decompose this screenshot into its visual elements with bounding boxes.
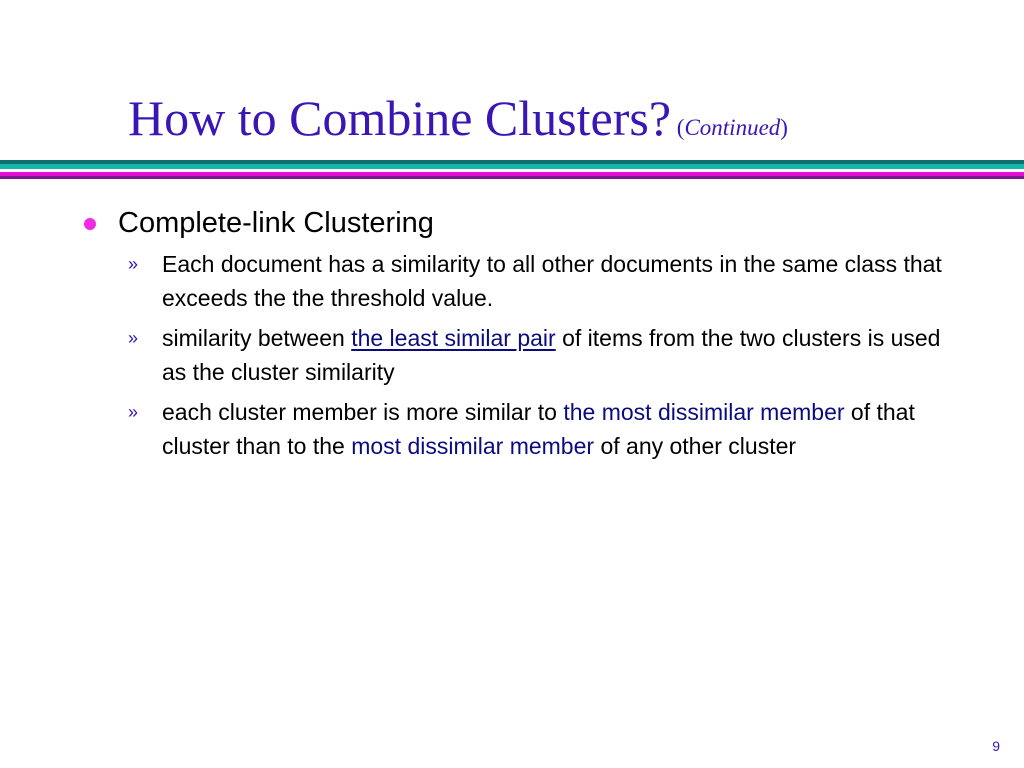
bullet-text: Complete-link Clustering: [118, 207, 434, 239]
slide-title: [128, 88, 788, 158]
title-suffix-open: (: [671, 115, 685, 140]
title-suffix-close: ): [780, 115, 788, 140]
bullet-dot-icon: [84, 218, 96, 230]
sub-item: [128, 395, 960, 463]
highlighted-term: most dissimilar member: [351, 433, 595, 459]
sub-bullet-marker: »: [128, 254, 139, 274]
sub-item-text: each cluster member is more similar to: [162, 399, 564, 425]
sub-item: [128, 247, 960, 315]
sub-item-text: of items from the two clusters is used as the cluster similarity: [162, 325, 941, 385]
sub-item-text: of that cluster than to the: [162, 399, 915, 459]
sub-bullet-marker: »: [128, 328, 139, 348]
sub-bullet-marker: »: [128, 402, 139, 422]
sub-item-text: Each document has a similarity to all other documents in the same class that exceeds the the threshold value.: [162, 251, 942, 311]
bullet-item: [80, 203, 960, 243]
title-rule-purple: [0, 176, 1024, 179]
slide-body: [80, 203, 960, 463]
title-text: How to Combine Clusters?: [128, 90, 672, 146]
sub-item-text: similarity between: [162, 325, 352, 351]
least-similar-pair-link[interactable]: the least similar pair: [351, 325, 556, 351]
sub-item: [128, 321, 960, 389]
title-suffix-italic: Continued: [684, 115, 781, 140]
highlighted-term: the most dissimilar member: [563, 399, 845, 425]
sub-item-text: of any other cluster: [594, 433, 797, 459]
title-suffix: [671, 115, 788, 140]
page-number: 9: [992, 738, 1000, 754]
title-rule-teal: [0, 164, 1024, 169]
